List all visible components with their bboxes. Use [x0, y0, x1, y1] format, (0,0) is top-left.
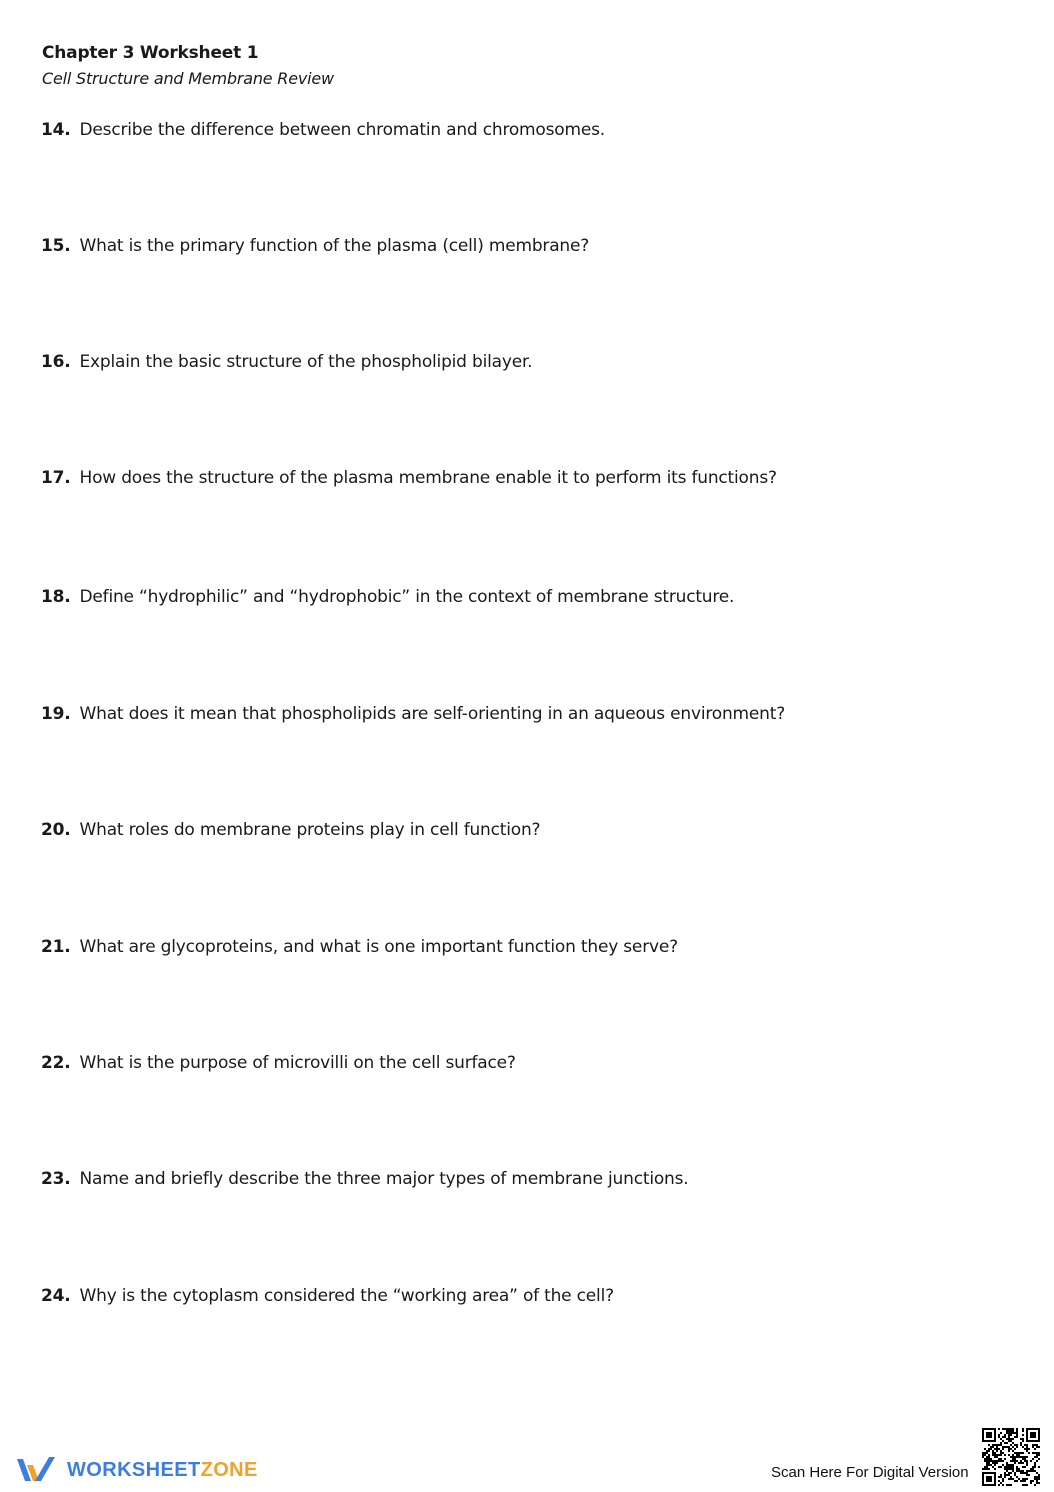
worksheetzone-logo[interactable] — [15, 1455, 258, 1485]
qr-code-icon[interactable] — [982, 1428, 1040, 1486]
question-number: 23. — [41, 1169, 71, 1189]
question-number: 17. — [41, 468, 71, 488]
logo-wordmark-part1: WORKSHEET — [67, 1458, 201, 1481]
question-number: 14. — [41, 120, 71, 140]
question-text: Define “hydrophilic” and “hydrophobic” in the context of membrane structure. — [79, 587, 735, 607]
question-14 — [41, 120, 605, 140]
question-number: 18. — [41, 587, 71, 607]
question-19 — [41, 704, 785, 724]
question-number: 16. — [41, 352, 71, 372]
question-text: What is the purpose of microvilli on the cell surface? — [79, 1053, 516, 1073]
question-24 — [41, 1286, 614, 1306]
question-15 — [41, 236, 589, 256]
question-text: Name and briefly describe the three major types of membrane junctions. — [79, 1169, 689, 1189]
question-number: 15. — [41, 236, 71, 256]
question-text: Explain the basic structure of the phospholipid bilayer. — [79, 352, 533, 372]
question-number: 22. — [41, 1053, 71, 1073]
question-20 — [41, 820, 540, 840]
question-21 — [41, 937, 678, 957]
question-text: What are glycoproteins, and what is one important function they serve? — [79, 937, 678, 957]
question-text: How does the structure of the plasma membrane enable it to perform its functions? — [79, 468, 777, 488]
logo-wordmark-part2: ZONE — [200, 1458, 258, 1481]
worksheet-title: Chapter 3 Worksheet 1 — [42, 43, 259, 63]
question-number: 20. — [41, 820, 71, 840]
question-16 — [41, 352, 532, 372]
question-text: What is the primary function of the plasma (cell) membrane? — [79, 236, 590, 256]
question-text: What roles do membrane proteins play in cell function? — [79, 820, 541, 840]
question-22 — [41, 1053, 516, 1073]
question-23 — [41, 1169, 688, 1189]
worksheet-subtitle: Cell Structure and Membrane Review — [42, 69, 334, 88]
scan-prompt: Scan Here For Digital Version — [771, 1464, 969, 1481]
logo-wordmark — [67, 1459, 258, 1482]
question-number: 24. — [41, 1286, 71, 1306]
question-17 — [41, 468, 777, 488]
question-18 — [41, 587, 734, 607]
worksheetzone-logo-icon — [15, 1455, 59, 1485]
question-text: Why is the cytoplasm considered the “working area” of the cell? — [79, 1286, 614, 1306]
question-text: What does it mean that phospholipids are self-orienting in an aqueous environment? — [79, 704, 786, 724]
question-text: Describe the difference between chromatin and chromosomes. — [79, 120, 605, 140]
question-number: 21. — [41, 937, 71, 957]
question-number: 19. — [41, 704, 71, 724]
